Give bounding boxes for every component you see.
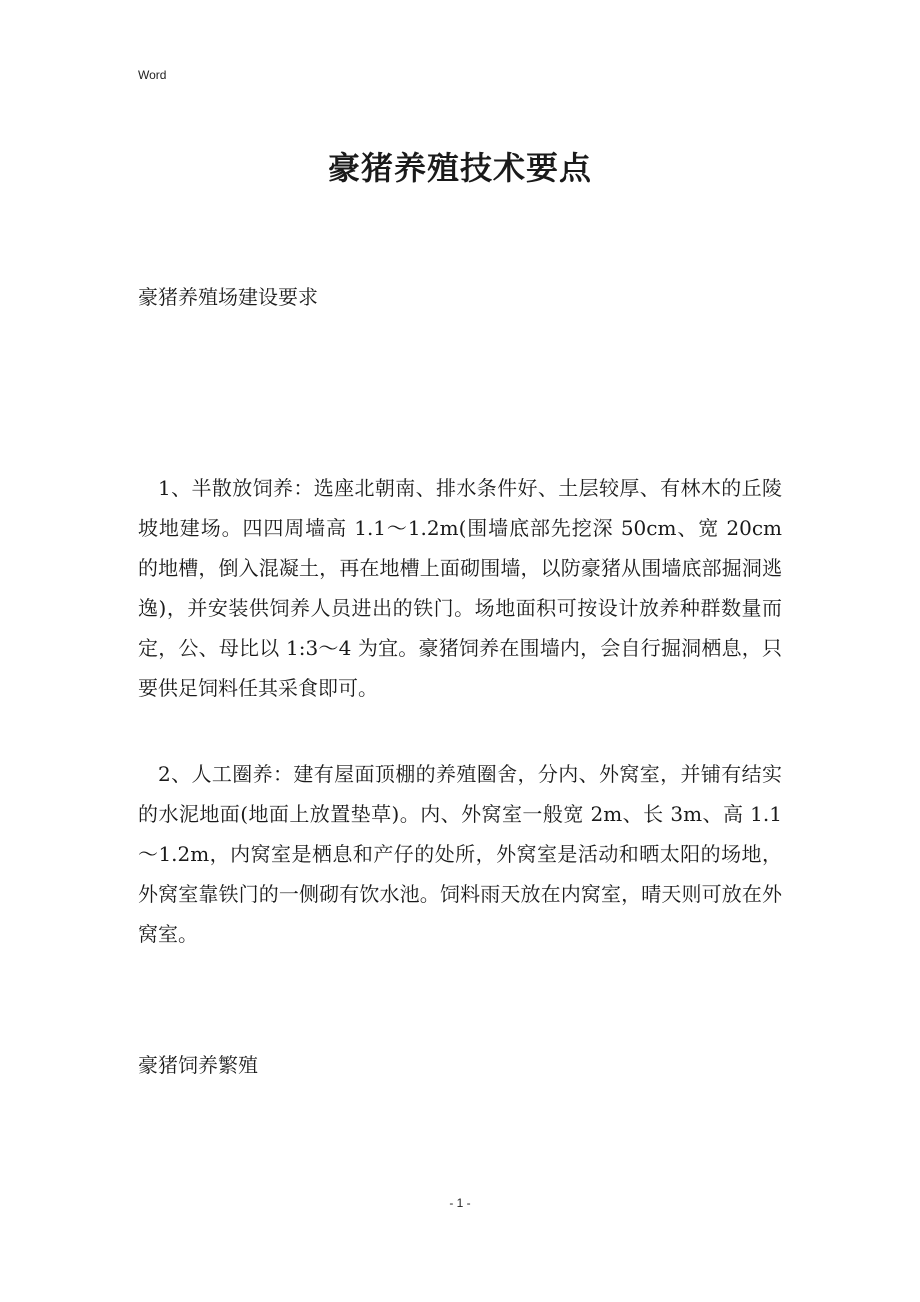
section-heading-breeding: 豪猪饲养繁殖 [138, 1053, 258, 1077]
section-heading-farm-construction: 豪猪养殖场建设要求 [138, 285, 318, 309]
document-title: 豪猪养殖技术要点 [327, 149, 592, 187]
paragraph-block-1 [138, 468, 782, 708]
page-number: - 1 - [449, 1196, 471, 1210]
paragraph-semi-free-range: 1、半散放饲养：选座北朝南、排水条件好、土层较厚、有林木的丘陵坡地建场。四四周墙高 1.1～1.2m(围墙底部先挖深 50cm、宽 20cm 的地槽，倒入混凝土，再在地槽上面砌围墙，以防豪猪从围墙底部掘洞逃逸)，并安装供饲养人员进出的铁门。场地面积可按设计放养种群数量而定，公、母比以 1:3～4 为宜。豪猪饲养在围墙内，会自行掘洞栖息，只要供足饲料任其采食即可。 [138, 476, 782, 700]
paragraph-block-2 [138, 754, 782, 954]
header-label: Word [138, 68, 167, 82]
paragraph-artificial-pen: 2、人工圈养：建有屋面顶棚的养殖圈舍，分内、外窝室，并铺有结实的水泥地面(地面上放置垫草)。内、外窝室一般宽 2m、长 3m、高 1.1～1.2m，内窝室是栖息和产仔的处所，外窝室是活动和晒太阳的场地，外窝室靠铁门的一侧砌有饮水池。饲料雨天放在内窝室，晴天则可放在外窝室。 [138, 762, 782, 946]
